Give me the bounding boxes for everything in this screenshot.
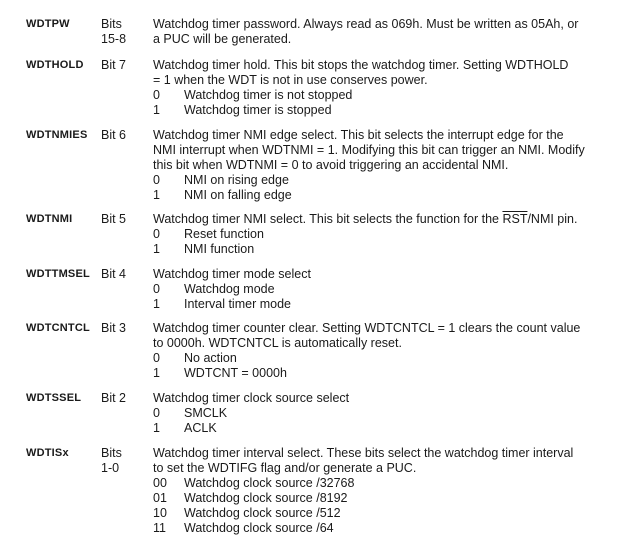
field-name: WDTISx — [26, 447, 69, 459]
rst-overline-text: $\overline{RST}$ — [502, 212, 528, 226]
value-code: 0 — [153, 88, 160, 102]
field-name: WDTNMI — [26, 213, 73, 225]
value-text: SMCLK — [184, 406, 228, 420]
description-line: NMI interrupt when WDTNMI = 1. Modifying this bit can trigger an NMI. Modify — [153, 143, 585, 157]
value-text: Watchdog clock source /64 — [184, 521, 334, 535]
value-text: Reset function — [184, 227, 264, 241]
bits-label: Bit 2 — [101, 391, 127, 405]
description-line: to set the WDTIFG flag and/or generate a PUC. — [153, 461, 417, 475]
field-description — [153, 391, 585, 436]
value-code: 01 — [153, 491, 167, 505]
field-name: WDTSSEL — [26, 392, 82, 404]
value-code: 1 — [153, 188, 160, 202]
description-line: Watchdog timer interval select. These bits select the watchdog timer interval — [153, 446, 574, 460]
field-bits — [101, 58, 147, 73]
value-list — [153, 88, 585, 118]
value-code: 1 — [153, 421, 160, 435]
value-item — [153, 521, 585, 536]
value-item — [153, 476, 585, 491]
value-list — [153, 476, 585, 536]
value-text: NMI on rising edge — [184, 173, 289, 187]
field-description — [153, 212, 585, 257]
value-code: 0 — [153, 282, 160, 296]
value-code: 0 — [153, 406, 160, 420]
value-code: 1 — [153, 297, 160, 311]
field-description — [153, 17, 585, 47]
bits-label: Bit 7 — [101, 58, 127, 72]
field-bits — [101, 446, 147, 476]
value-list — [153, 173, 585, 203]
value-item — [153, 406, 585, 421]
value-item — [153, 421, 585, 436]
bits-label: Bits — [101, 17, 122, 31]
bits-label: Bit 4 — [101, 267, 127, 281]
value-text: Watchdog mode — [184, 282, 275, 296]
value-item — [153, 188, 585, 203]
bits-range: 15-8 — [101, 32, 127, 46]
value-item — [153, 173, 585, 188]
description-line: Watchdog timer NMI edge select. This bit selects the interrupt edge for the — [153, 128, 564, 142]
field-description — [153, 58, 585, 118]
value-item — [153, 88, 585, 103]
value-list — [153, 282, 585, 312]
value-item — [153, 297, 585, 312]
field-description — [153, 321, 585, 381]
value-text: NMI function — [184, 242, 255, 256]
value-item — [153, 282, 585, 297]
bits-label: Bits — [101, 446, 122, 460]
value-item — [153, 242, 585, 257]
field-description — [153, 267, 585, 312]
value-code: 1 — [153, 366, 160, 380]
description-line: = 1 when the WDT is not in use conserves power. — [153, 73, 428, 87]
value-item — [153, 366, 585, 381]
field-name: WDTTMSEL — [26, 268, 90, 280]
value-text: Watchdog clock source /32768 — [184, 476, 355, 490]
value-item — [153, 227, 585, 242]
value-text: WDTCNT = 0000h — [184, 366, 287, 380]
value-text: Watchdog timer is not stopped — [184, 88, 353, 102]
value-list — [153, 351, 585, 381]
value-item — [153, 491, 585, 506]
bits-label: Bit 3 — [101, 321, 127, 335]
field-description — [153, 446, 585, 536]
description-line: this bit when WDTNMI = 0 to avoid triggering an accidental NMI. — [153, 158, 509, 172]
field-name: WDTHOLD — [26, 59, 84, 71]
description-text: /NMI pin. — [527, 212, 578, 226]
value-item — [153, 506, 585, 521]
description-line: Watchdog timer password. Always read as 069h. Must be written as 05Ah, or — [153, 17, 579, 31]
value-code: 0 — [153, 227, 160, 241]
value-code: 1 — [153, 242, 160, 256]
value-text: No action — [184, 351, 237, 365]
field-name: WDTCNTCL — [26, 322, 90, 334]
value-text: Watchdog clock source /8192 — [184, 491, 348, 505]
field-bits — [101, 17, 147, 47]
field-bits — [101, 212, 147, 227]
value-text: NMI on falling edge — [184, 188, 292, 202]
description-line: Watchdog timer clock source select — [153, 391, 350, 405]
description-line: Watchdog timer mode select — [153, 267, 311, 281]
field-bits — [101, 128, 147, 143]
description-line: Watchdog timer hold. This bit stops the watchdog timer. Setting WDTHOLD — [153, 58, 569, 72]
value-text: ACLK — [184, 421, 217, 435]
bits-range: 1-0 — [101, 461, 120, 475]
field-bits — [101, 267, 147, 282]
description-line: a PUC will be generated. — [153, 32, 292, 46]
value-text: Interval timer mode — [184, 297, 291, 311]
field-name: WDTPW — [26, 18, 70, 30]
description-text: Watchdog timer NMI select. This bit selects the function for the — [153, 212, 503, 226]
value-list — [153, 227, 585, 257]
bits-label: Bit 6 — [101, 128, 127, 142]
value-list — [153, 406, 585, 436]
value-code: 11 — [153, 521, 166, 535]
value-code: 1 — [153, 103, 160, 117]
value-code: 00 — [153, 476, 167, 490]
value-text: Watchdog clock source /512 — [184, 506, 341, 520]
value-code: 10 — [153, 506, 167, 520]
field-description — [153, 128, 585, 203]
description-line: Watchdog timer counter clear. Setting WDTCNTCL = 1 clears the count value — [153, 321, 581, 335]
description-line: to 0000h. WDTCNTCL is automatically reset. — [153, 336, 402, 350]
value-code: 0 — [153, 173, 160, 187]
value-text: Watchdog timer is stopped — [184, 103, 332, 117]
value-code: 0 — [153, 351, 160, 365]
description-line — [153, 212, 585, 227]
field-bits — [101, 391, 147, 406]
value-item — [153, 103, 585, 118]
field-name: WDTNMIES — [26, 129, 88, 141]
bits-label: Bit 5 — [101, 212, 127, 226]
field-bits — [101, 321, 147, 336]
value-item — [153, 351, 585, 366]
